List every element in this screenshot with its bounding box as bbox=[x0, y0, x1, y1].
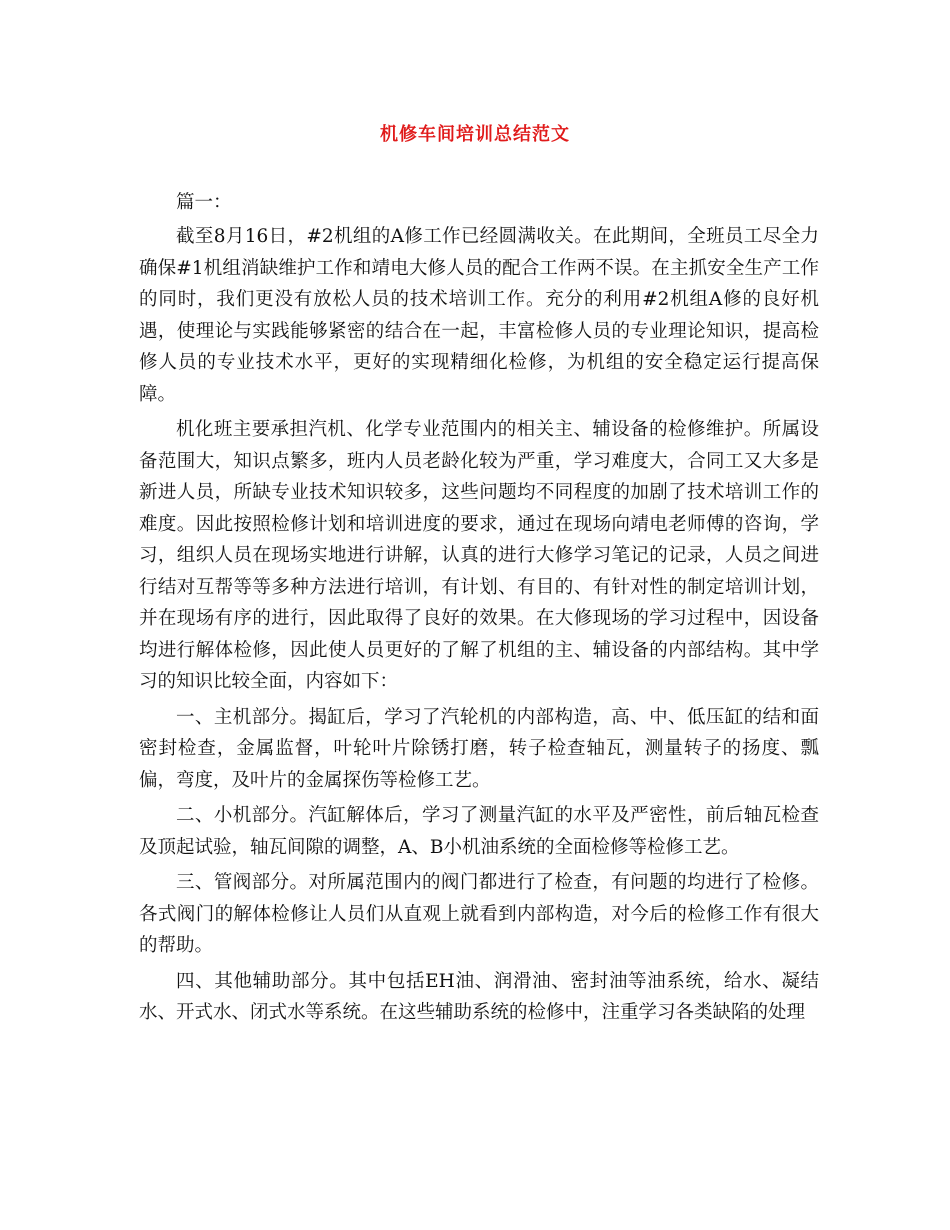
document-title: 机修车间培训总结范文 bbox=[380, 124, 570, 145]
paragraph-small-unit: 二、小机部分。汽缸解体后，学习了测量汽缸的水平及严密性，前后轴瓦检查及顶起试验，轴瓦间隙的调整，A、B小机油系统的全面检修等检修工艺。 bbox=[139, 805, 819, 858]
paragraph-intro: 截至8月16日，#2机组的A修工作已经圆满收关。在此期间，全班员工尽全力确保#1机组消缺维护工作和靖电大修人员的配合工作两不误。在主抓安全生产工作的同时，我们更没有放松人员的技术培训工作。充分的利用#2机组A修的良好机遇，使理论与实践能够紧密的结合在一起，丰富检修人员的专业理论知识，提高检修人员的专业技术水平，更好的实现精细化检修，为机组的安全稳定运行提高保障。 bbox=[139, 226, 819, 405]
document-body bbox=[139, 188, 819, 1033]
paragraph-main-unit: 一、主机部分。揭缸后，学习了汽轮机的内部构造，高、中、低压缸的结和面密封检查，金属监督，叶轮叶片除锈打磨，转子检查轴瓦，测量转子的扬度、瓢偏，弯度，及叶片的金属探伤等检修工艺。 bbox=[139, 706, 819, 791]
paragraph-auxiliary: 四、其他辅助部分。其中包括EH油、润滑油、密封油等油系统，给水、凝结水、开式水、闭式水等系统。在这些辅助系统的检修中，注重学习各类缺陷的处理 bbox=[139, 970, 819, 1023]
paragraph-team-scope: 机化班主要承担汽机、化学专业范围内的相关主、辅设备的检修维护。所属设备范围大，知识点繁多，班内人员老龄化较为严重，学习难度大，合同工又大多是新进人员，所缺专业技术知识较多，这些问题均不同程度的加剧了技术培训工作的难度。因此按照检修计划和培训进度的要求，通过在现场向靖电老师傅的咨询，学习，组织人员在现场实地进行讲解，认真的进行大修学习笔记的记录，人员之间进行结对互帮等等多种方法进行培训，有计划、有目的、有针对性的制定培训计划，并在现场有序的进行，因此取得了良好的效果。在大修现场的学习过程中，因设备均进行解体检修，因此使人员更好的了解了机组的主、辅设备的内部结构。其中学习的知识比较全面，内容如下： bbox=[139, 419, 819, 692]
section-heading: 篇一： bbox=[176, 192, 232, 213]
paragraph-valves: 三、管阀部分。对所属范围内的阀门都进行了检查，有问题的均进行了检修。各式阀门的解体检修让人员们从直观上就看到内部构造，对今后的检修工作有很大的帮助。 bbox=[139, 872, 819, 956]
